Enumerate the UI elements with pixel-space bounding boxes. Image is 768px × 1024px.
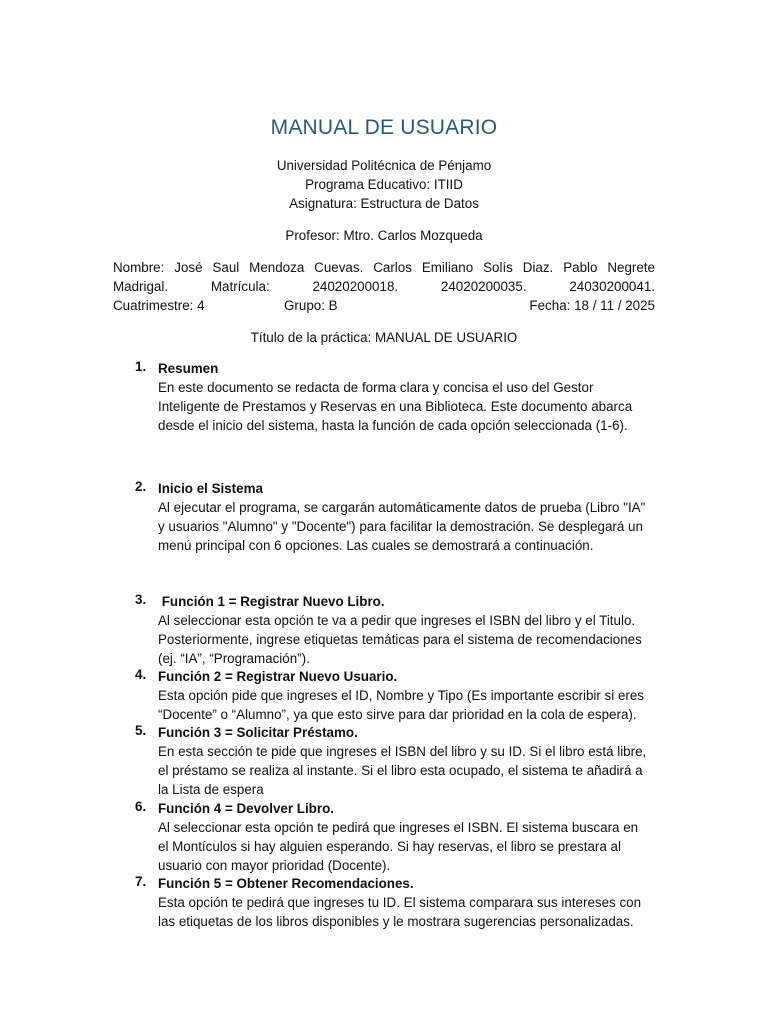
- practice-title: Título de la práctica: MANUAL DE USUARIO: [250, 330, 518, 345]
- section-number: 3.: [135, 592, 147, 607]
- program-line: Programa Educativo: ITIID: [305, 177, 463, 192]
- section-line: Posteriormente, ingrese etiquetas temáticas para el sistema de recomendaciones: [158, 632, 642, 647]
- section-line: el préstamo se realiza al instante. Si el libro esta ocupado, el sistema te añadirá a: [158, 763, 643, 778]
- grupo: Grupo: B: [284, 298, 338, 313]
- section-line: Esta opción pide que ingreses el ID, Nombre y Tipo (Es importante escribir si eres: [158, 688, 644, 703]
- section-heading: Inicio el Sistema: [158, 481, 263, 496]
- section-heading: Resumen: [158, 361, 219, 376]
- section-line: (ej. “IA”, “Programación”).: [158, 651, 310, 666]
- section-number: 5.: [135, 723, 147, 738]
- section-line: Al seleccionar esta opción te pedirá que ingreses el ISBN. El sistema buscara en: [158, 820, 639, 835]
- section-line: En esta sección te pide que ingreses el ISBN del libro y su ID. Si el libro está libre,: [158, 744, 647, 759]
- matricula-word-4: 24020200035.: [440, 279, 527, 294]
- students-matricula-line: [113, 277, 655, 296]
- section-number: 7.: [135, 874, 147, 889]
- cuatrimestre: Cuatrimestre: 4: [113, 298, 205, 313]
- info-row: [113, 296, 655, 315]
- section-line: menú principal con 6 opciones. Las cuales se demostrará a continuación.: [158, 538, 594, 553]
- section-number: 4.: [135, 667, 147, 682]
- section-line: Al seleccionar esta opción te va a pedir que ingreses el ISBN del libro y el Titulo.: [158, 613, 636, 628]
- section-line: “Docente” o “Alumno”, ya que esto sirve para dar prioridad en la cola de espera).: [158, 707, 637, 722]
- section-line: En este documento se redacta de forma clara y concisa el uso del Gestor: [158, 380, 594, 395]
- document-title: MANUAL DE USUARIO: [270, 116, 498, 139]
- matricula-word-5: 24030200041.: [569, 279, 655, 294]
- section-line: Inteligente de Prestamos y Reservas en una Biblioteca. Este documento abarca: [158, 399, 633, 414]
- matricula-word-2: Matrícula:: [210, 279, 270, 294]
- section-line: y usuarios "Alumno" y "Docente") para facilitar la demostración. Se desplegará un: [158, 519, 643, 534]
- matricula-word-1: Madrigal.: [113, 279, 169, 294]
- section-line: desde el inicio del sistema, hasta la función de cada opción seleccionada (1-6).: [158, 418, 628, 433]
- section-line: el Montículos si hay alguien esperando. Si hay reservas, el libro se prestara al: [158, 839, 621, 854]
- students-names-line: Nombre: José Saul Mendoza Cuevas. Carlos Emiliano Solís Diaz. Pablo Negrete: [113, 260, 655, 275]
- section-number: 2.: [135, 479, 147, 494]
- section-heading: Función 2 = Registrar Nuevo Usuario.: [158, 669, 398, 684]
- professor-line: Profesor: Mtro. Carlos Mozqueda: [285, 228, 483, 243]
- section-heading: Función 4 = Devolver Libro.: [158, 801, 334, 816]
- section-line: Esta opción te pedirá que ingreses tu ID. El sistema comparara sus intereses con: [158, 895, 642, 910]
- section-heading: Función 1 = Registrar Nuevo Libro.: [158, 594, 385, 609]
- section-number: 6.: [135, 799, 147, 814]
- section-line: usuario con mayor prioridad (Docente).: [158, 858, 391, 873]
- university-name: Universidad Politécnica de Pénjamo: [276, 158, 492, 173]
- section-heading: Función 5 = Obtener Recomendaciones.: [158, 876, 414, 891]
- section-line: la Lista de espera: [158, 782, 264, 797]
- subject-line: Asignatura: Estructura de Datos: [289, 196, 479, 211]
- section-heading: Función 3 = Solicitar Préstamo.: [158, 725, 358, 740]
- matricula-word-3: 24020200018.: [312, 279, 399, 294]
- fecha: Fecha: 18 / 11 / 2025: [529, 298, 655, 313]
- section-line: las etiquetas de los libros disponibles y le mostrara sugerencias personalizadas.: [158, 914, 634, 929]
- section-number: 1.: [135, 359, 147, 374]
- section-line: Al ejecutar el programa, se cargarán automáticamente datos de prueba (Libro "IA": [158, 500, 646, 515]
